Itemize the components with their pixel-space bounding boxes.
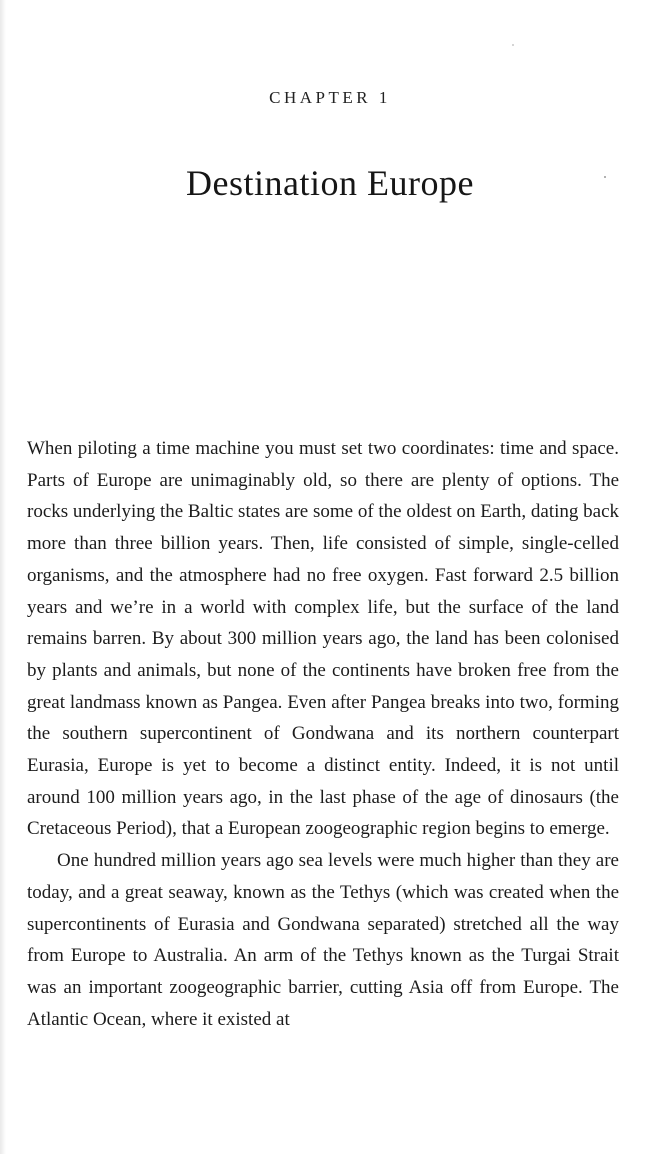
paper-speck — [512, 44, 514, 46]
body-text — [27, 433, 619, 1035]
chapter-label: CHAPTER 1 — [269, 88, 391, 107]
chapter-title: Destination Europe — [186, 163, 474, 203]
paragraph-2: One hundred million years ago sea levels were much higher than they are today, and a great seaway, known as the Tethys (which was created when the supercontinents of Eurasia and Gondwana separated) stretched all the way from Europe to Australia. An arm of the Tethys known as the Turgai Strait was an important zoogeographic barrier, cutting Asia off from Europe. The Atlantic Ocean, where it existed at — [27, 850, 619, 1030]
paragraph-1: When piloting a time machine you must set two coordinates: time and space. Parts of Europe are unimaginably old, so there are plenty of options. The rocks underlying the Baltic states are some of the oldest on Earth, dating back more than three billion years. Then, life consisted of simple, single-celled organisms, and the atmosphere had no free oxygen. Fast forward 2.5 billion years and we’re in a world with complex life, but the surface of the land remains barren. By about 300 million years ago, the land has been colonised by plants and animals, but none of the continents have broken free from the great landmass known as Pangea. Even after Pangea breaks into two, forming the southern supercontinent of Gondwana and its northern counterpart Eurasia, Europe is yet to become a distinct entity. Indeed, it is not until around 100 million years ago, in the last phase of the age of dinosaurs (the Cretaceous Period), that a European zoogeographic region begins to emerge. — [27, 438, 619, 840]
paper-speck — [604, 176, 606, 178]
